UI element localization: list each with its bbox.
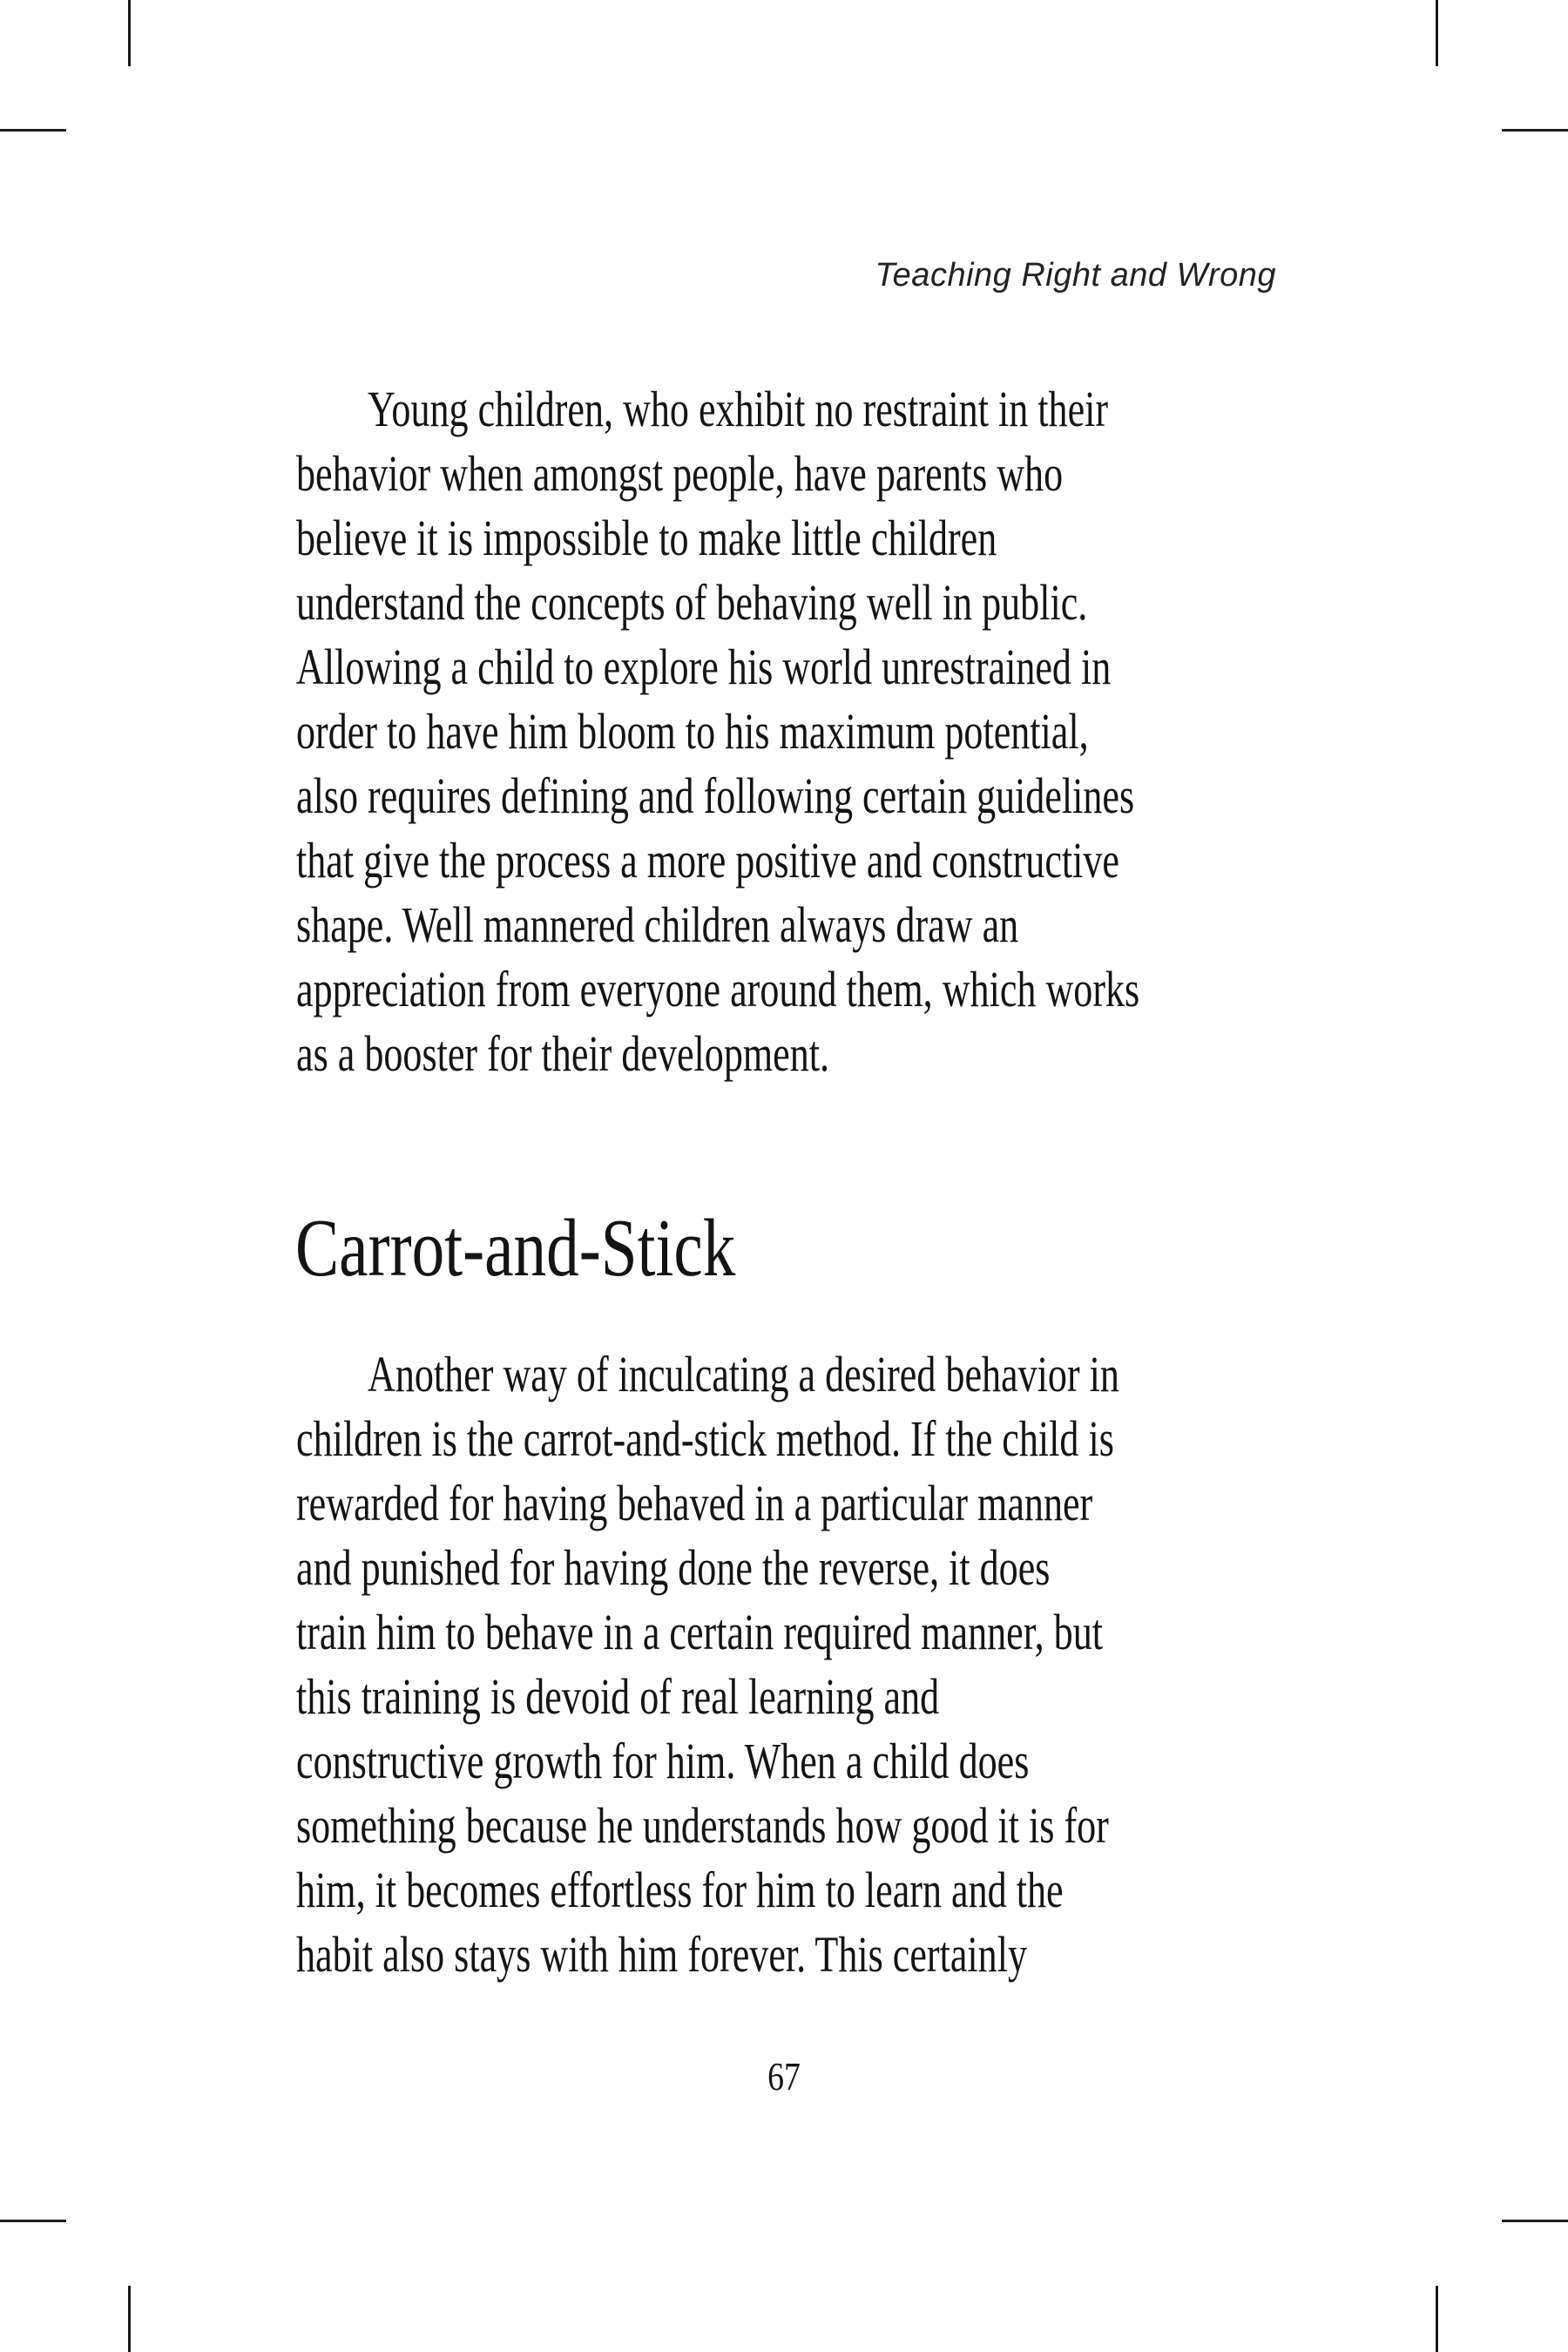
body-line: [296, 1342, 1294, 1407]
section-heading-text: Carrot-and-Stick: [295, 1203, 736, 1294]
body-line: [296, 442, 1294, 506]
body-line-text: something because he understands how good it is for: [296, 1797, 1109, 1854]
body-line: [296, 1729, 1294, 1794]
body-line: [296, 957, 1294, 1022]
page-number-text: 67: [767, 2054, 801, 2099]
body-line-text: behavior when amongst people, have parents who: [296, 445, 1064, 502]
body-line-text: Allowing a child to explore his world unrestrained in: [296, 639, 1112, 695]
body-line: [296, 764, 1294, 828]
body-line-text: shape. Well mannered children always draw an: [296, 896, 1019, 953]
body-line-text: train him to behave in a certain required manner, but: [296, 1604, 1104, 1660]
body-line: [296, 635, 1294, 700]
body-line: [296, 1536, 1294, 1600]
running-header: Teaching Right and Wrong: [875, 257, 1276, 294]
page-number: [130, 2054, 1437, 2099]
crop-mark-bottom-right-vertical: [1436, 2286, 1438, 2352]
crop-mark-top-left-vertical: [128, 0, 131, 66]
paragraph-2: [296, 1342, 1294, 1987]
body-line-text: that give the process a more positive and constructive: [296, 832, 1119, 889]
body-line-text: children is the carrot-and-stick method. If the child is: [296, 1410, 1114, 1467]
crop-mark-bottom-left-vertical: [128, 2286, 131, 2352]
body-line: [296, 893, 1294, 957]
body-line: [296, 1794, 1294, 1858]
body-line: [296, 571, 1294, 635]
crop-mark-bottom-right-horizontal: [1502, 2220, 1568, 2222]
body-line: [296, 1600, 1294, 1665]
section-heading: [295, 1203, 846, 1294]
body-line-text: believe it is impossible to make little children: [296, 510, 997, 566]
body-line-text: habit also stays with him forever. This certainly: [296, 1926, 1027, 1983]
body-line-text: rewarded for having behaved in a particular manner: [296, 1475, 1093, 1531]
crop-mark-top-left-horizontal: [0, 129, 66, 132]
paragraph-1: [296, 377, 1294, 1086]
body-line-text: order to have him bloom to his maximum potential,: [296, 703, 1089, 760]
body-line: [296, 828, 1294, 893]
crop-mark-bottom-left-horizontal: [0, 2220, 66, 2222]
body-line-text: constructive growth for him. When a child does: [296, 1733, 1030, 1789]
body-line-text: Another way of inculcating a desired behavior in: [368, 1346, 1119, 1402]
body-line: [296, 1022, 1294, 1086]
body-line: [296, 506, 1294, 571]
body-line: [296, 1471, 1294, 1536]
crop-mark-top-right-vertical: [1436, 0, 1438, 66]
body-line-text: understand the concepts of behaving well in public.: [296, 574, 1088, 631]
crop-mark-top-right-horizontal: [1502, 129, 1568, 132]
body-line-text: also requires defining and following certain guidelines: [296, 767, 1135, 824]
body-line: [296, 1665, 1294, 1729]
body-line: [296, 1923, 1294, 1987]
body-line-text: this training is devoid of real learning and: [296, 1668, 940, 1725]
body-line: [296, 1858, 1294, 1923]
body-line-text: him, it becomes effortless for him to learn and the: [296, 1862, 1064, 1918]
body-line: [296, 1407, 1294, 1471]
body-line-text: and punished for having done the reverse, it does: [296, 1539, 1051, 1596]
body-line: [296, 700, 1294, 764]
body-line-text: Young children, who exhibit no restraint in their: [368, 381, 1109, 437]
body-line-text: appreciation from everyone around them, which works: [296, 961, 1140, 1017]
body-line: [296, 377, 1294, 442]
body-line-text: as a booster for their development.: [296, 1025, 830, 1082]
